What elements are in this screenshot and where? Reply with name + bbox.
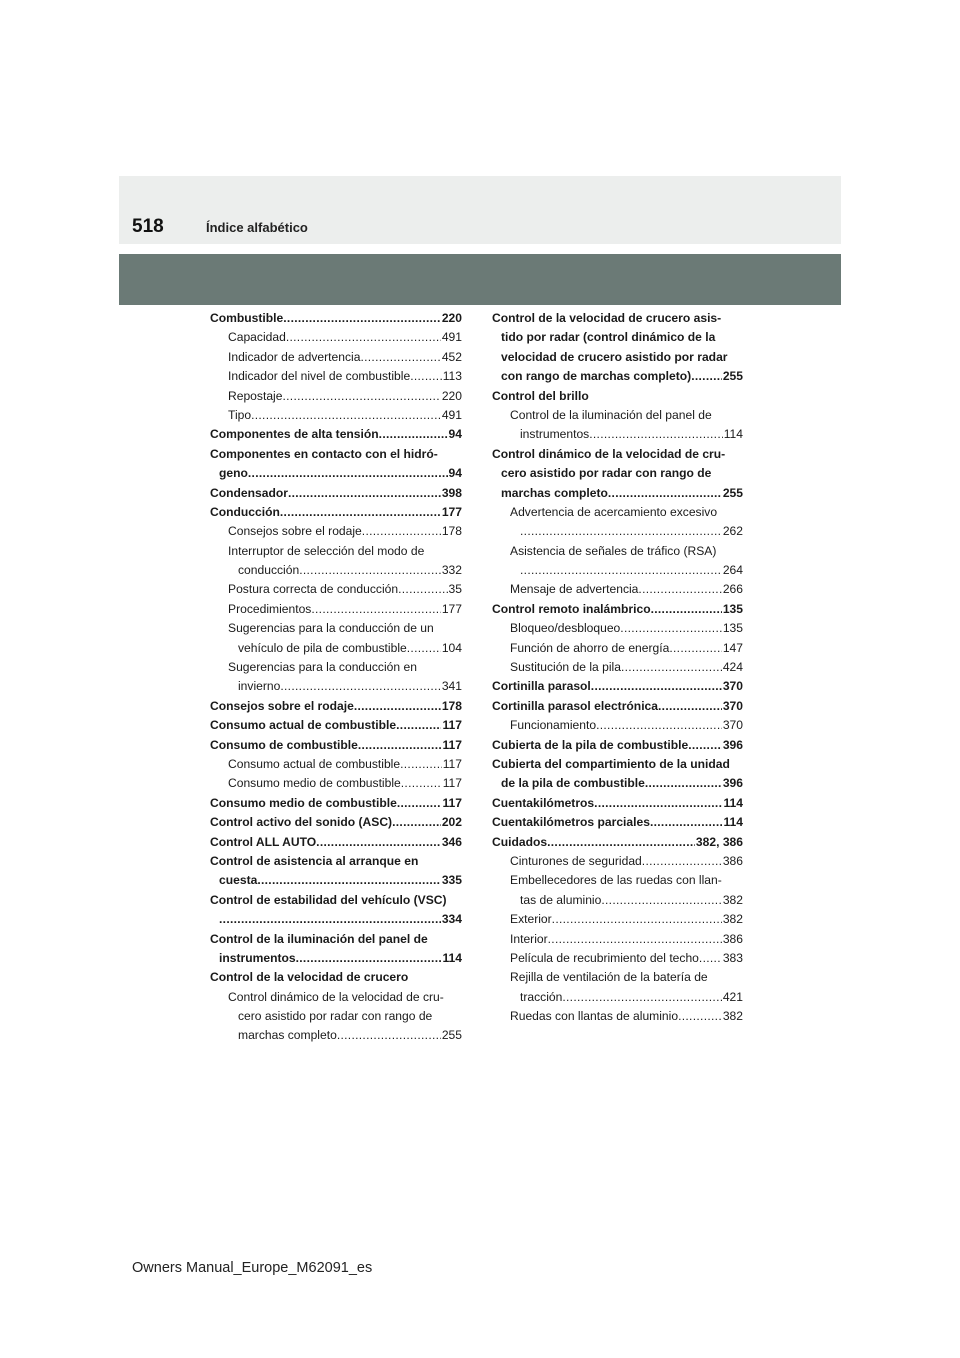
entry-text: Componentes de alta tensión (210, 427, 379, 442)
entry-text: vehículo de pila de combustible (238, 640, 407, 655)
entry-text: Conducción (210, 504, 280, 519)
dot-leader (248, 464, 448, 483)
entry-page-ref: 382 (722, 912, 743, 927)
index-subentry (210, 348, 462, 367)
entry-text: Tipo (228, 407, 252, 422)
entry-page-ref: 262 (722, 524, 743, 539)
index-entry (210, 309, 462, 328)
entry-page-ref: 135 (722, 601, 743, 616)
entry-page-ref: 341 (441, 679, 462, 694)
entry-text: Consumo medio de combustible (228, 776, 401, 791)
dot-leader (283, 309, 441, 328)
index-entry (492, 484, 743, 503)
entry-text: Embellecedores de las ruedas con llan- (510, 873, 722, 888)
entry-text: Cortinilla parasol (492, 679, 591, 694)
entry-text: Componentes en contacto con el hidró- (210, 446, 438, 461)
entry-text: Sustitución de la pila (510, 660, 621, 675)
entry-page-ref: 383 (722, 950, 743, 965)
entry-text: Consumo actual de combustible (228, 756, 401, 771)
index-subentry (210, 406, 462, 425)
entry-page-ref: 491 (441, 407, 462, 422)
dot-leader (362, 522, 441, 541)
dot-leader (562, 988, 721, 1007)
index-subentry (492, 639, 743, 658)
dot-leader (392, 813, 441, 832)
entry-page-ref: 382, 386 (695, 834, 743, 849)
index-subentry (492, 968, 743, 987)
index-subentry (492, 425, 743, 444)
index-entry (492, 697, 743, 716)
entry-text: cero asistido por radar con rango de (238, 1009, 433, 1024)
entry-text: Cuentakilómetros parciales (492, 815, 650, 830)
dot-leader (360, 348, 440, 367)
dot-leader (651, 600, 722, 619)
entry-text: Indicador de advertencia (228, 349, 361, 364)
entry-page-ref: 117 (442, 776, 462, 791)
index-subentry (492, 852, 743, 871)
entry-page-ref: 114 (442, 950, 462, 965)
entry-page-ref: 346 (441, 834, 462, 849)
entry-page-ref: 370 (722, 698, 743, 713)
entry-page-ref: 491 (441, 330, 462, 345)
entry-text: cero asistido por radar con rango de (501, 466, 712, 481)
entry-text: con rango de marchas completo) (501, 369, 692, 384)
entry-text: Capacidad (228, 330, 286, 345)
entry-page-ref: 117 (442, 737, 462, 752)
entry-text: Control de la velocidad de crucero asis- (492, 311, 722, 325)
entry-text: geno (219, 466, 248, 481)
index-entry (210, 794, 462, 813)
index-entry (210, 813, 462, 832)
entry-page-ref: 117 (442, 795, 462, 810)
entry-page-ref: 386 (722, 931, 743, 946)
entry-text: Consumo de combustible (210, 737, 358, 752)
index-subentry (210, 774, 462, 793)
entry-text: Consejos sobre el rodaje (228, 524, 362, 539)
dot-leader (691, 367, 722, 386)
index-subentry (492, 522, 743, 541)
entry-page-ref: 334 (441, 912, 462, 927)
entry-page-ref: 114 (723, 815, 743, 830)
entry-page-ref: 35 (448, 582, 462, 597)
entry-text: Interruptor de selección del modo de (228, 543, 425, 558)
entry-text: Ruedas con llantas de aluminio (510, 1009, 679, 1024)
entry-text: Función de ahorro de energía (510, 640, 670, 655)
entry-text: Indicador del nivel de combustible (228, 369, 411, 384)
entry-page-ref: 424 (722, 660, 743, 675)
entry-text: Interior (510, 931, 548, 946)
index-entry (210, 445, 462, 464)
dot-leader (621, 658, 722, 677)
entry-text: Cubierta de la pila de combustible (492, 737, 689, 752)
dot-leader (379, 425, 448, 444)
dot-leader (397, 794, 442, 813)
index-subentry (210, 658, 462, 677)
entry-text: Mensaje de advertencia (510, 582, 639, 597)
entry-page-ref: 421 (722, 989, 743, 1004)
index-subentry (492, 930, 743, 949)
index-subentry (492, 619, 743, 638)
entry-page-ref: 117 (442, 756, 462, 771)
entry-text: Película de recubrimiento del techo (510, 950, 699, 965)
dot-leader (594, 794, 722, 813)
dot-leader (219, 910, 441, 929)
entry-text: Cuentakilómetros (492, 795, 595, 810)
index-entry (210, 871, 462, 890)
index-entry (210, 852, 462, 871)
dot-leader (620, 619, 722, 638)
entry-text: Procedimientos (228, 601, 312, 616)
entry-text: tido por radar (control dinámico de la (501, 330, 716, 345)
index-entry (492, 367, 743, 386)
dot-leader (591, 677, 722, 696)
index-subentry (210, 522, 462, 541)
entry-text: Cinturones de seguridad (510, 853, 642, 868)
entry-page-ref: 335 (441, 873, 462, 888)
entry-text: cuesta (219, 873, 258, 888)
index-entry (210, 464, 462, 483)
index-subentry (492, 910, 743, 929)
entry-text: Consumo medio de combustible (210, 795, 397, 810)
entry-page-ref: 266 (722, 582, 743, 597)
entry-page-ref: 220 (441, 311, 462, 325)
entry-text: Exterior (510, 912, 552, 927)
index-subentry (492, 1007, 743, 1026)
index-subentry (210, 328, 462, 347)
index-subentry (492, 716, 743, 735)
entry-text: tas de aluminio (520, 892, 602, 907)
entry-page-ref: 398 (441, 485, 462, 500)
dot-leader (299, 561, 441, 580)
entry-text: Control de la iluminación del panel de (510, 407, 712, 422)
entry-text: Control dinámico de la velocidad de cru- (492, 446, 726, 461)
entry-page-ref: 370 (722, 679, 743, 694)
index-subentry (492, 580, 743, 599)
index-entry (492, 794, 743, 813)
index-subentry (210, 639, 462, 658)
index-entry (210, 697, 462, 716)
dot-leader (678, 1007, 722, 1026)
entry-text: Cubierta del compartimiento de la unidad (492, 756, 730, 771)
dot-leader (642, 852, 722, 871)
dot-leader (398, 580, 447, 599)
dot-leader (520, 561, 722, 580)
entry-page-ref: 255 (722, 369, 743, 384)
entry-text: instrumentos (219, 950, 296, 965)
entry-page-ref: 147 (722, 640, 743, 655)
index-subentry (492, 503, 743, 522)
entry-page-ref: 104 (441, 640, 462, 655)
dot-leader (596, 716, 722, 735)
entry-page-ref: 382 (722, 892, 743, 907)
entry-page-ref: 135 (722, 621, 743, 636)
index-subentry (210, 1026, 462, 1045)
entry-text: Control de la iluminación del panel de (210, 931, 428, 946)
entry-text: conducción (238, 563, 300, 578)
index-column-right (492, 309, 743, 1026)
entry-text: velocidad de crucero asistido por radar (501, 349, 728, 364)
entry-page-ref: 94 (448, 466, 462, 481)
index-entry (492, 328, 743, 347)
index-subentry (492, 658, 743, 677)
entry-text: Sugerencias para la conducción de un (228, 621, 434, 636)
index-subentry (492, 561, 743, 580)
entry-page-ref: 255 (441, 1028, 462, 1043)
index-entry (210, 910, 462, 929)
index-subentry (492, 871, 743, 890)
dot-leader (288, 484, 441, 503)
entry-page-ref: 177 (441, 504, 462, 519)
dot-leader (650, 813, 723, 832)
entry-text: marchas completo (238, 1028, 337, 1043)
entry-page-ref: 396 (722, 737, 743, 752)
index-entry (492, 755, 743, 774)
dot-leader (520, 522, 722, 541)
dot-leader (589, 425, 722, 444)
dot-leader (669, 639, 721, 658)
entry-page-ref: 113 (442, 369, 462, 384)
dot-leader (401, 774, 442, 793)
entry-text: tracción (520, 989, 563, 1004)
index-entry (210, 833, 462, 852)
entry-text: Combustible (210, 311, 284, 325)
dot-leader (337, 1026, 441, 1045)
entry-page-ref: 202 (441, 815, 462, 830)
entry-page-ref: 114 (723, 427, 743, 442)
dot-leader (296, 949, 442, 968)
index-subentry (210, 580, 462, 599)
entry-text: Condensador (210, 485, 288, 500)
index-entry (492, 464, 743, 483)
dot-leader (608, 484, 722, 503)
dot-leader (410, 367, 442, 386)
section-title: Índice alfabético (206, 220, 308, 235)
entry-text: Bloqueo/desbloqueo (510, 621, 621, 636)
entry-text: invierno (238, 679, 281, 694)
dot-leader (316, 833, 441, 852)
index-subentry (210, 755, 462, 774)
index-column-left (210, 309, 462, 1046)
dot-leader (311, 600, 440, 619)
entry-text: instrumentos (520, 427, 590, 442)
index-entry (210, 484, 462, 503)
entry-page-ref: 264 (722, 563, 743, 578)
entry-text: Cortinilla parasol electrónica (492, 698, 659, 713)
index-entry (492, 445, 743, 464)
entry-page-ref: 255 (722, 485, 743, 500)
index-entry (492, 833, 743, 852)
dot-leader (638, 580, 721, 599)
entry-text: Postura correcta de conducción (228, 582, 399, 597)
entry-page-ref: 114 (723, 795, 743, 810)
entry-text: marchas completo (501, 485, 608, 500)
entry-text: Control ALL AUTO (210, 834, 317, 849)
entry-text: Control de asistencia al arranque en (210, 853, 419, 868)
index-entry (210, 425, 462, 444)
index-subentry (210, 1007, 462, 1026)
entry-text: Control dinámico de la velocidad de cru- (228, 989, 444, 1004)
dot-leader (547, 833, 695, 852)
index-entry (210, 503, 462, 522)
entry-page-ref: 396 (722, 776, 743, 791)
entry-text: Rejilla de ventilación de la batería de (510, 970, 708, 985)
dot-leader (400, 755, 442, 774)
index-entry (210, 716, 462, 735)
entry-page-ref: 382 (722, 1009, 743, 1024)
index-entry (210, 930, 462, 949)
entry-text: Asistencia de señales de tráfico (RSA) (510, 543, 717, 558)
index-subentry (210, 387, 462, 406)
dot-leader (280, 503, 441, 522)
index-entry (210, 736, 462, 755)
index-entry (210, 968, 462, 987)
entry-text: Control remoto inalámbrico (492, 601, 651, 616)
entry-text: Consejos sobre el rodaje (210, 698, 354, 713)
dot-leader (251, 406, 441, 425)
entry-text: Cuidados (492, 834, 548, 849)
entry-page-ref: 178 (441, 698, 462, 713)
index-subentry (210, 561, 462, 580)
entry-text: Control del brillo (492, 388, 589, 403)
index-entry (492, 774, 743, 793)
dot-leader (645, 774, 722, 793)
index-entry (492, 387, 743, 406)
entry-page-ref: 220 (441, 388, 462, 403)
dot-leader (658, 697, 722, 716)
dot-leader (688, 736, 722, 755)
entry-page-ref: 178 (441, 524, 462, 539)
entry-text: Sugerencias para la conducción en (228, 660, 417, 675)
index-subentry (210, 367, 462, 386)
index-entry (492, 348, 743, 367)
entry-text: de la pila de combustible (501, 776, 645, 791)
entry-page-ref: 386 (722, 853, 743, 868)
page-number: 518 (132, 216, 164, 237)
dot-leader (548, 930, 722, 949)
dot-leader (407, 639, 441, 658)
entry-page-ref: 117 (442, 718, 462, 733)
entry-text: Funcionamiento (510, 718, 597, 733)
index-subentry (210, 542, 462, 561)
dot-leader (257, 871, 440, 890)
entry-text: Control de estabilidad del vehículo (VSC) (210, 892, 447, 907)
entry-text: Control activo del sonido (ASC) (210, 815, 393, 830)
index-subentry (210, 677, 462, 696)
index-entry (210, 891, 462, 910)
section-band (119, 254, 841, 305)
footer-document-id: Owners Manual_Europe_M62091_es (132, 1260, 373, 1276)
entry-page-ref: 452 (441, 349, 462, 364)
index-entry (492, 736, 743, 755)
entry-text: Advertencia de acercamiento excesivo (510, 504, 718, 519)
dot-leader (601, 891, 721, 910)
index-entry (492, 600, 743, 619)
index-subentry (492, 542, 743, 561)
dot-leader (358, 736, 442, 755)
dot-leader (354, 697, 441, 716)
dot-leader (552, 910, 722, 929)
dot-leader (699, 949, 722, 968)
entry-page-ref: 370 (722, 718, 743, 733)
dot-leader (286, 328, 441, 347)
index-entry (492, 309, 743, 328)
index-subentry (492, 988, 743, 1007)
index-subentry (210, 988, 462, 1007)
dot-leader (280, 677, 440, 696)
index-entry (492, 813, 743, 832)
index-subentry (210, 619, 462, 638)
dot-leader (396, 716, 441, 735)
index-entry (492, 677, 743, 696)
entry-text: Consumo actual de combustible (210, 718, 397, 733)
index-subentry (210, 600, 462, 619)
entry-page-ref: 332 (441, 563, 462, 578)
index-subentry (492, 949, 743, 968)
entry-page-ref: 94 (448, 427, 462, 442)
index-entry (210, 949, 462, 968)
entry-page-ref: 177 (441, 601, 462, 616)
entry-text: Repostaje (228, 388, 283, 403)
dot-leader (282, 387, 440, 406)
index-subentry (492, 406, 743, 425)
entry-text: Control de la velocidad de crucero (210, 970, 409, 985)
index-subentry (492, 891, 743, 910)
